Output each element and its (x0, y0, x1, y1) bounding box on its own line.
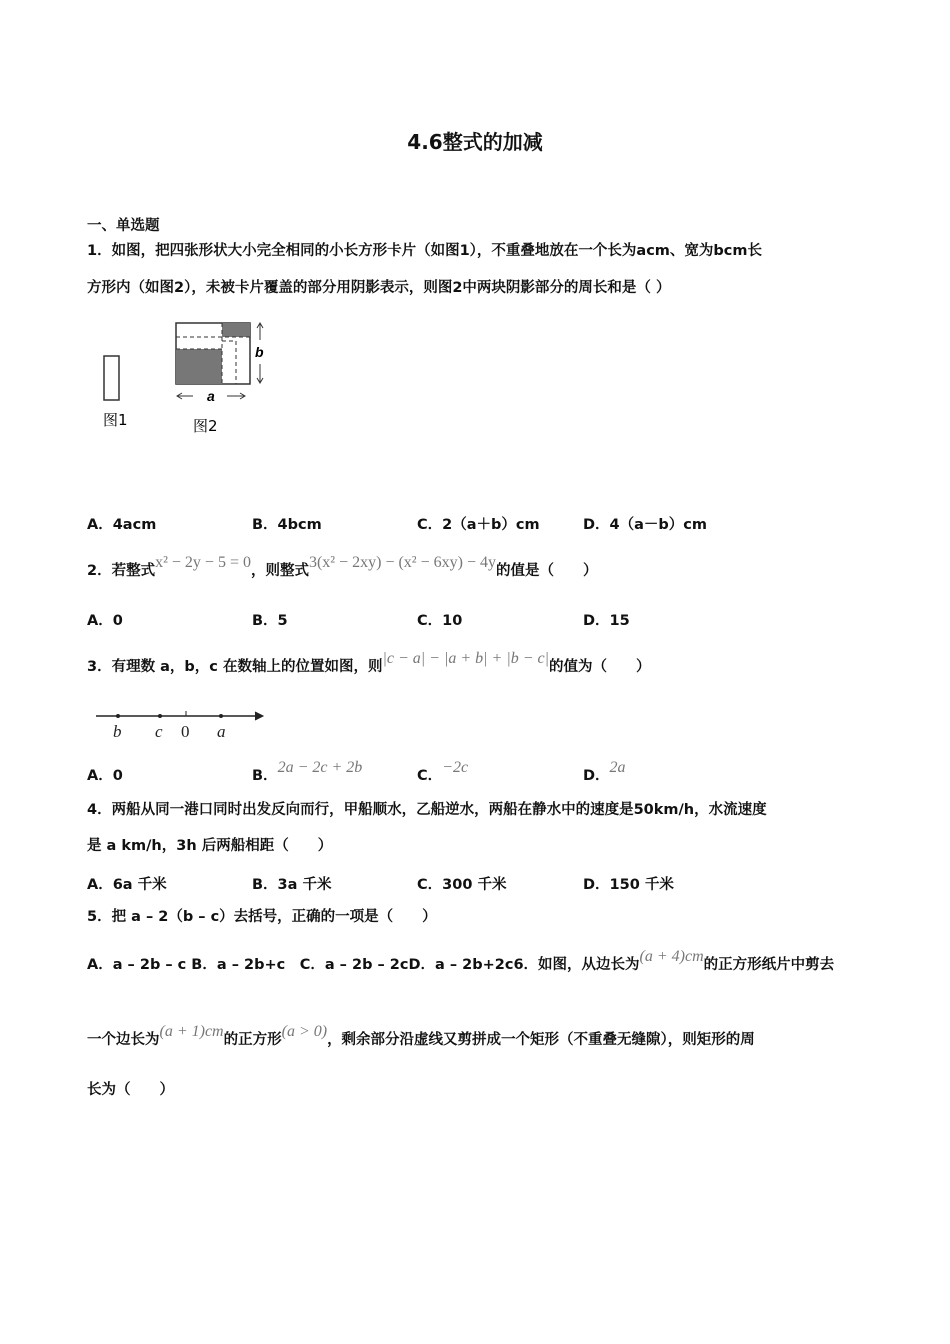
q3-option-a-label: A．0 (87, 768, 123, 784)
q5-options-q6-start (87, 948, 835, 975)
q5-options-text: A．a – 2b – c B．a – 2b+c C．a – 2b – 2cD．a – 2b+2c6．如图，从边长为 (87, 957, 640, 973)
section-heading: 一、单选题 (87, 218, 160, 234)
q6-mid: 的正方形 (223, 1032, 282, 1048)
fig-label-b: b (255, 344, 264, 360)
q2-option-a[interactable]: A．0 (87, 613, 123, 629)
q3-option-d-math: 2a (609, 759, 626, 776)
q6-post: ，剩余部分沿虚线又剪拼成一个矩形（不重叠无缝隙），则矩形的周 (327, 1032, 755, 1048)
q2-option-b[interactable]: B．5 (252, 613, 288, 629)
q3-pre: 3．有理数 a，b，c 在数轴上的位置如图，则 (87, 659, 383, 675)
q1-option-c[interactable]: C．2（a＋b）cm (417, 517, 540, 533)
page-title: 4.6整式的加减 (407, 130, 543, 154)
q1-figure (95, 318, 285, 438)
q6-math-small-side: (a + 1)cm (159, 1023, 224, 1040)
q2-pre: 2．若整式 (87, 563, 156, 579)
q4-text-line1: 4．两船从同一港口同时出发反向而行，甲船顺水，乙船逆水，两船在静水中的速度是50km/h，水流速度 (87, 802, 767, 818)
q3-option-b[interactable] (252, 759, 363, 785)
q3-text (87, 650, 651, 677)
q3-post: 的值为（ ） (549, 659, 651, 675)
q3-option-d-label: D． (583, 768, 610, 784)
q3-option-c-label: C． (417, 768, 443, 784)
axis-label-b: b (113, 722, 122, 741)
q3-option-c-math: −2c (442, 759, 469, 776)
q1-option-b[interactable]: B．4bcm (252, 517, 322, 533)
q2-post: 的值是（ ） (495, 563, 598, 579)
q1-text-line2: 方形内（如图2），未被卡片覆盖的部分用阴影表示，则图2中两块阴影部分的周长和是（ ） (87, 280, 671, 296)
q1-option-d[interactable]: D．4（a－b）cm (583, 517, 707, 533)
q4-option-b[interactable]: B．3a 千米 (252, 877, 332, 893)
fig2-caption: 图2 (193, 417, 218, 435)
q1-option-a[interactable]: A．4acm (87, 517, 157, 533)
q3-option-c[interactable] (417, 759, 469, 785)
q2-math-condition: x² − 2y − 5 = 0 (155, 554, 251, 571)
axis-label-c: c (155, 722, 163, 741)
q6-text-cont: 的正方形纸片中剪去 (703, 957, 835, 973)
q6-math-condition: (a > 0) (281, 1023, 328, 1040)
q2-option-c[interactable]: C．10 (417, 613, 463, 629)
q6-pre: 一个边长为 (87, 1032, 160, 1048)
q1-text-line1: 1．如图，把四张形状大小完全相同的小长方形卡片（如图1），不重叠地放在一个长为acm、宽为bcm长 (87, 243, 762, 259)
q4-option-c[interactable]: C．300 千米 (417, 877, 507, 893)
q2-text (87, 554, 598, 581)
fig-label-a: a (207, 388, 215, 404)
q2-mid: ，则整式 (250, 563, 309, 579)
q3-option-b-math: 2a − 2c + 2b (277, 759, 363, 776)
fig1-caption: 图1 (103, 411, 128, 429)
axis-label-a: a (217, 722, 226, 741)
q6-text-line2 (87, 1023, 755, 1050)
q6-text-line3: 长为（ ） (87, 1082, 174, 1098)
q2-math-expression: 3(x² − 2xy) − (x² − 6xy) − 4y (308, 554, 496, 571)
q3-math-expression: |c − a| − |a + b| + |b − c| (382, 650, 550, 667)
number-line (92, 705, 272, 745)
q4-option-d[interactable]: D．150 千米 (583, 877, 674, 893)
q6-math-side: (a + 4)cm (639, 948, 704, 965)
q4-text-line2: 是 a km/h，3h 后两船相距（ ） (87, 838, 333, 854)
q5-text: 5．把 a – 2（b – c）去括号，正确的一项是（ ） (87, 909, 437, 925)
q4-option-a[interactable]: A．6a 千米 (87, 877, 167, 893)
axis-label-0: 0 (181, 722, 190, 741)
q3-option-a[interactable] (87, 764, 123, 785)
q3-option-d[interactable] (583, 759, 626, 785)
q3-option-b-label: B． (252, 768, 278, 784)
q2-option-d[interactable]: D．15 (583, 613, 630, 629)
